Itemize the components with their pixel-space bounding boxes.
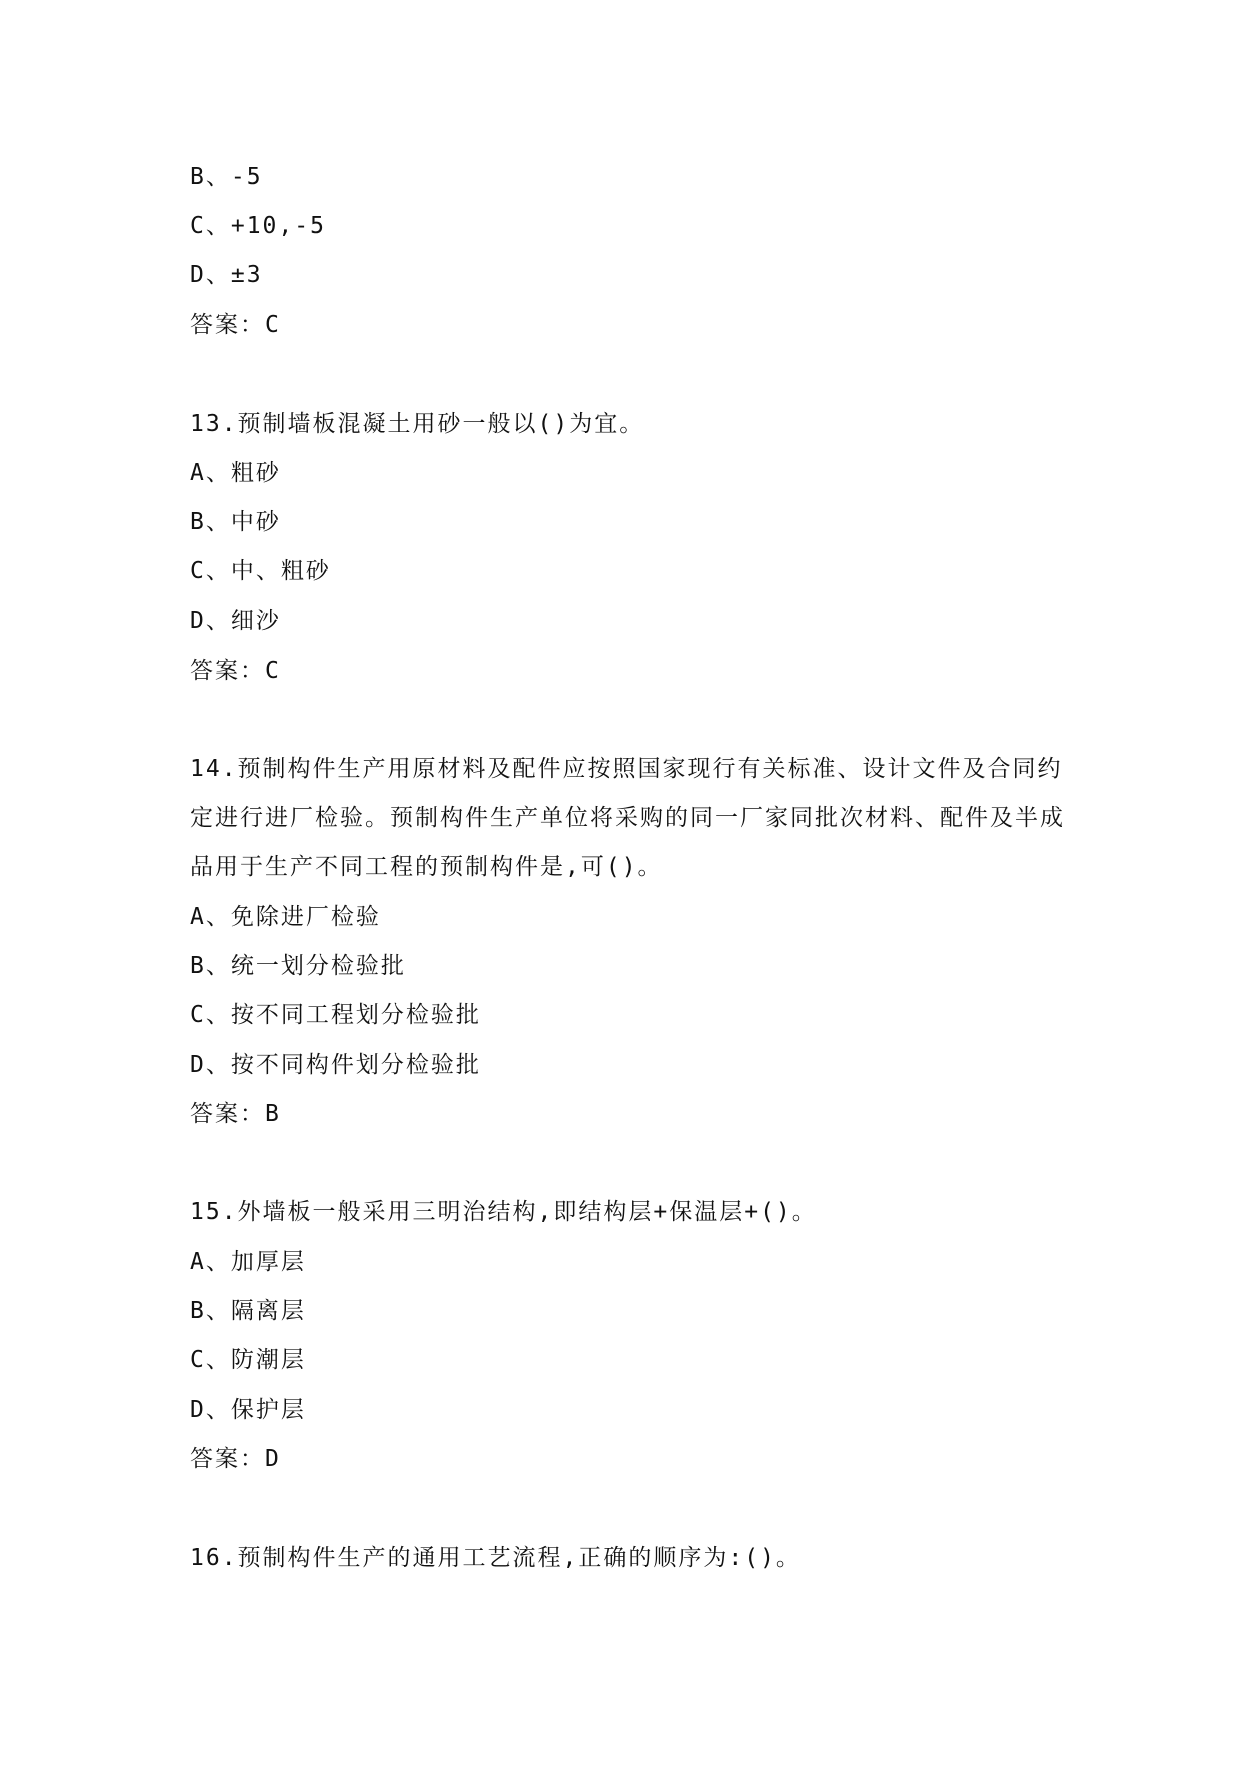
option-b: B、隔离层: [190, 1298, 306, 1324]
option-d: D、±3: [190, 262, 263, 288]
question-stem: 16.预制构件生产的通用工艺流程,正确的顺序为:()。: [190, 1545, 801, 1571]
option-b: B、中砂: [190, 509, 281, 535]
option-d: D、细沙: [190, 608, 281, 634]
question-stem: 14.预制构件生产用原材料及配件应按照国家现行有关标准、设计文件及合同约: [190, 756, 1063, 782]
option-b: B、-5: [190, 164, 263, 190]
option-a: A、粗砂: [190, 460, 281, 486]
question-stem: 定进行进厂检验。预制构件生产单位将采购的同一厂家同批次材料、配件及半成: [190, 805, 1065, 831]
question-stem: 15.外墙板一般采用三明治结构,即结构层+保温层+()。: [190, 1199, 817, 1225]
answer: 答案：C: [190, 658, 281, 684]
question-stem: 品用于生产不同工程的预制构件是,可()。: [190, 854, 663, 880]
option-b: B、统一划分检验批: [190, 953, 406, 979]
option-d: D、保护层: [190, 1397, 306, 1423]
option-c: C、按不同工程划分检验批: [190, 1002, 481, 1028]
option-a: A、免除进厂检验: [190, 904, 381, 930]
answer: 答案：C: [190, 312, 281, 338]
question-stem: 13.预制墙板混凝土用砂一般以()为宜。: [190, 411, 645, 437]
option-c: C、防潮层: [190, 1347, 306, 1373]
document-page: [190, 0, 1090, 1777]
option-a: A、加厚层: [190, 1249, 306, 1275]
option-c: C、+10,-5: [190, 213, 326, 239]
answer: 答案：B: [190, 1101, 281, 1127]
option-d: D、按不同构件划分检验批: [190, 1052, 481, 1078]
answer: 答案：D: [190, 1446, 281, 1472]
option-c: C、中、粗砂: [190, 558, 331, 584]
